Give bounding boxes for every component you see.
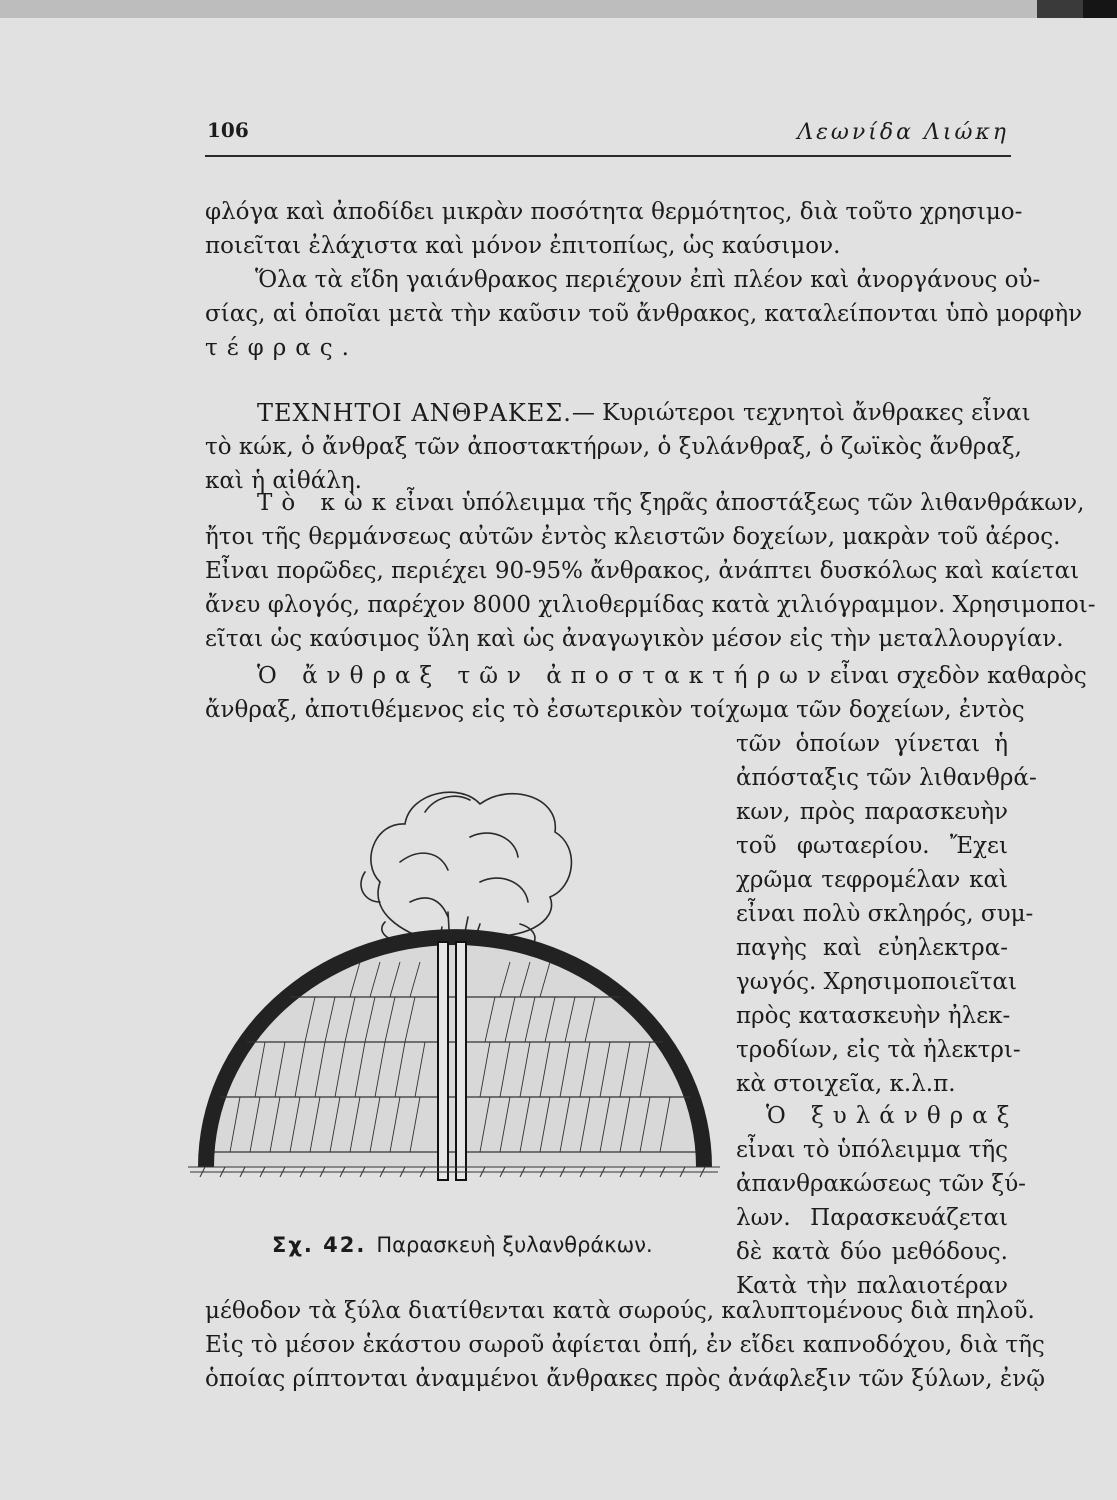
text-line: μέθοδον τὰ ξύλα διατίθενται κατὰ σωρούς, καλυπτομένους διὰ πηλοῦ. (205, 1298, 1035, 1324)
text-line: τέφρας. (205, 335, 358, 361)
text-line: τῶν ὁποίων γίνεται ἡ (736, 731, 1008, 757)
text-line: τροδίων, εἰς τὰ ἠλεκτρι- (736, 1037, 1021, 1063)
text-line: γωγός. Χρησιμοποιεῖται (736, 969, 1017, 995)
figure-caption-text: Παρασκευὴ ξυλανθράκων. (376, 1233, 653, 1257)
text-line: ποιεῖται ἐλάχιστα καὶ μόνον ἐπιτοπίως, ὡς καύσιμον. (205, 233, 841, 259)
text-segment: εἶναι σχεδὸν καθαρὸς (829, 663, 1087, 689)
text-line: ἤτοι τῆς θερμάνσεως αὐτῶν ἐντὸς κλειστῶν δοχείων, μακρὰν τοῦ ἀέρος. (205, 524, 1061, 550)
figure-label: Σχ. 42. (272, 1233, 367, 1257)
text-line: σίας, αἱ ὁποῖαι μετὰ τὴν καῦσιν τοῦ ἄνθρακος, καταλείπονται ὑπὸ μορφὴν (205, 301, 1083, 327)
term-charcoal: Ὁ ξυλάνθραξ (766, 1103, 1019, 1129)
text-line: ὁποίας ρίπτονται ἀναμμένοι ἄνθρακες πρὸς ἀνάφλεξιν τῶν ξύλων, ἐνῷ (205, 1366, 1045, 1392)
text-line: ἀπόσταξις τῶν λιθανθρά- (736, 765, 1037, 791)
text-segment: εἶναι ὑπόλειμμα τῆς ξηρᾶς ἀποστάξεως τῶν λιθανθράκων, (395, 490, 1085, 516)
text-line: τοῦ φωταερίου. Ἔχει (736, 833, 1008, 859)
text-line: Ὅλα τὰ εἴδη γαιάνθρακος περιέχουν ἐπὶ πλέον καὶ ἀνοργάνους οὐ- (255, 267, 1041, 293)
running-head-author: Λεωνίδα Λιώκη (797, 120, 1009, 145)
text-line: χρῶμα τεφρομέλαν καὶ (736, 867, 1008, 893)
text-line: δὲ κατὰ δύο μεθόδους. (736, 1239, 1008, 1265)
ground-hatching (188, 1167, 720, 1177)
text-line: τὸ κώκ, ὁ ἄνθραξ τῶν ἀποστακτήρων, ὁ ξυλάνθραξ, ὁ ζωϊκὸς ἄνθραξ, (205, 434, 1022, 460)
text-line: Εἰς τὸ μέσον ἑκάστου σωροῦ ἀφίεται ὀπή, ἐν εἴδει καπνοδόχου, διὰ τῆς (205, 1332, 1045, 1358)
text-line: ἄνθραξ, ἀποτιθέμενος εἰς τὸ ἐσωτερικὸν τοίχωμα τῶν δοχείων, ἐντὸς (205, 697, 1025, 723)
text-line: εἶναι πολὺ σκληρός, συμ- (736, 901, 1034, 927)
text-line (257, 486, 1085, 520)
text-line: λων. Παρασκευάζεται (736, 1205, 1008, 1231)
text-segment: — Κυριώτεροι τεχνητοὶ ἄνθρακες εἶναι (571, 400, 1031, 426)
text-line: παγὴς καὶ εὐηλεκτρα- (736, 935, 1008, 961)
figure-caption (272, 1233, 653, 1257)
text-line: Κατὰ τὴν παλαιοτέραν (736, 1273, 1008, 1299)
section-heading: ΤΕΧΝΗΤΟΙ ΑΝΘΡΑΚΕΣ. (257, 399, 572, 427)
text-line: ἀπανθρακώσεως τῶν ξύ- (736, 1171, 1026, 1197)
term-coke: Τὸ κὼκ (257, 490, 396, 516)
text-line: κὰ στοιχεῖα, κ.λ.π. (736, 1071, 956, 1097)
text-line: κων, πρὸς παρασκευὴν (736, 799, 1008, 825)
charcoal-kiln-illustration (180, 752, 725, 1222)
text-line: πρὸς κατασκευὴν ἠλεκ- (736, 1003, 1011, 1029)
term-retort-carbon: Ὁ ἄνθραξ τῶν ἀποστακτήρων (257, 663, 830, 689)
text-line: ἄνευ φλογός, παρέχον 8000 χιλιοθερμίδας κατὰ χιλιόγραμμον. Χρησιμοποι- (205, 592, 1096, 618)
text-line: φλόγα καὶ ἀποδίδει μικρὰν ποσότητα θερμότητος, διὰ τοῦτο χρησιμο- (205, 199, 1023, 225)
text-line: Εἶναι πορῶδες, περιέχει 90-95% ἄνθρακος, ἀνάπτει δυσκόλως καὶ καίεται (205, 558, 1080, 584)
header-rule (205, 155, 1011, 157)
text-line: εῖται ὡς καύσιμος ὕλη καὶ ὡς ἀναγωγικὸν μέσον εἰς τὴν μεταλλουργίαν. (205, 626, 1064, 652)
text-line: εἶναι τὸ ὑπόλειμμα τῆς (736, 1137, 1008, 1163)
text-line (257, 659, 1087, 693)
section-heading-line (257, 396, 1031, 430)
page-number: 106 (207, 118, 249, 142)
text-line: καὶ ἡ αἰθάλη. (205, 468, 362, 494)
smoke-cloud (361, 792, 571, 950)
